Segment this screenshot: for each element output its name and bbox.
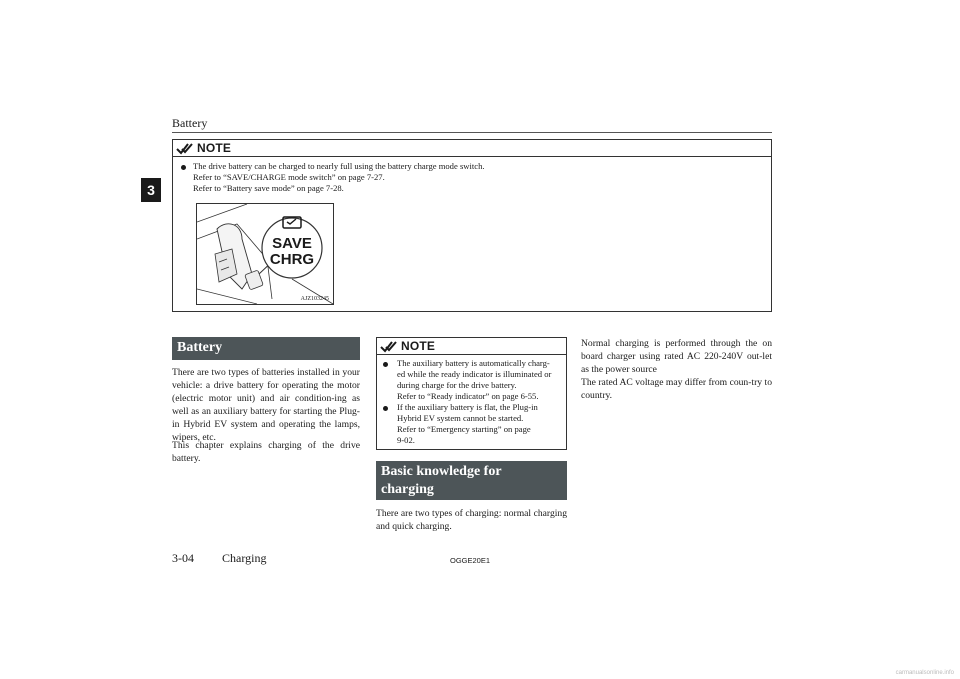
battery-heading-text: Battery xyxy=(177,340,223,355)
bullet-dot-icon xyxy=(383,406,388,411)
top-note-box xyxy=(172,139,772,312)
note-header-rule xyxy=(377,354,566,355)
charging-heading-line-1: Basic knowledge for xyxy=(381,464,502,479)
right-paragraph-2: The rated AC voltage may differ from coun-try to country. xyxy=(581,377,772,401)
note-header-rule xyxy=(173,156,771,157)
illustration-code: AJZ103245 xyxy=(300,296,329,302)
middle-note-b1-l4: Refer to “Ready indicator” on page 6-55. xyxy=(397,391,539,401)
middle-note-b1-l3: during charge for the drive battery. xyxy=(397,380,517,390)
battery-paragraph-2: This chapter explains charging of the drive battery. xyxy=(172,440,360,464)
note-label: NOTE xyxy=(401,339,436,353)
page-number: 3-04 xyxy=(172,551,194,565)
battery-paragraph-1: There are two types of batteries installed in your vehicle: a drive battery for operating the motor (electric motor unit) and air condition-ing as well as an auxiliary battery for starting the Plug-in Hybrid EV system and operating the lamps, wipers, etc. xyxy=(172,367,360,443)
gear-shift-illustration xyxy=(197,204,333,304)
middle-note-b2-l2: Hybrid EV system cannot be started. xyxy=(397,413,524,423)
bullet-dot-icon xyxy=(181,165,186,170)
note-label: NOTE xyxy=(197,141,232,155)
top-note-ref-1: Refer to “SAVE/CHARGE mode switch” on page 7-27. xyxy=(193,172,385,182)
header-rule xyxy=(172,132,772,133)
middle-note-header xyxy=(380,339,435,353)
right-paragraph-1: Normal charging is performed through the on board charger using rated AC 220-240V out-let as the power source xyxy=(581,338,772,375)
watermark: carmanualsonline.info xyxy=(895,670,954,676)
footer-doc-code: OGGE20E1 xyxy=(450,556,491,565)
save-label: SAVE xyxy=(272,235,312,252)
middle-note-b1-l1: The auxiliary battery is automatically charg- xyxy=(397,358,550,368)
middle-note-b2-l4: 9-02. xyxy=(397,435,415,445)
footer-chapter-name: Charging xyxy=(222,551,267,565)
top-note-ref-2: Refer to “Battery save mode” on page 7-28. xyxy=(193,183,344,193)
charging-paragraph: There are two types of charging: normal charging and quick charging. xyxy=(376,508,567,532)
running-header-title: Battery xyxy=(172,116,208,130)
middle-note-b2-l3: Refer to “Emergency starting” on page xyxy=(397,424,531,434)
middle-note-b1-l2: ed while the ready indicator is illuminated or xyxy=(397,369,552,379)
charging-section-heading xyxy=(376,461,567,500)
note-check-icon xyxy=(380,340,398,353)
bullet-dot-icon xyxy=(383,362,388,367)
battery-section-heading xyxy=(172,337,360,360)
note-check-icon xyxy=(176,142,194,155)
save-charge-switch-illustration xyxy=(196,203,334,305)
middle-note-b2-l1: If the auxiliary battery is flat, the Plug-in xyxy=(397,402,538,412)
top-note-bullet-text: The drive battery can be charged to nearly full using the battery charge mode switch. xyxy=(193,161,485,171)
top-note-header xyxy=(176,141,231,155)
chrg-label: CHRG xyxy=(269,251,315,268)
charging-heading-line-2: charging xyxy=(381,482,434,497)
middle-note-box xyxy=(376,337,567,450)
chapter-tab: 3 xyxy=(141,178,161,202)
